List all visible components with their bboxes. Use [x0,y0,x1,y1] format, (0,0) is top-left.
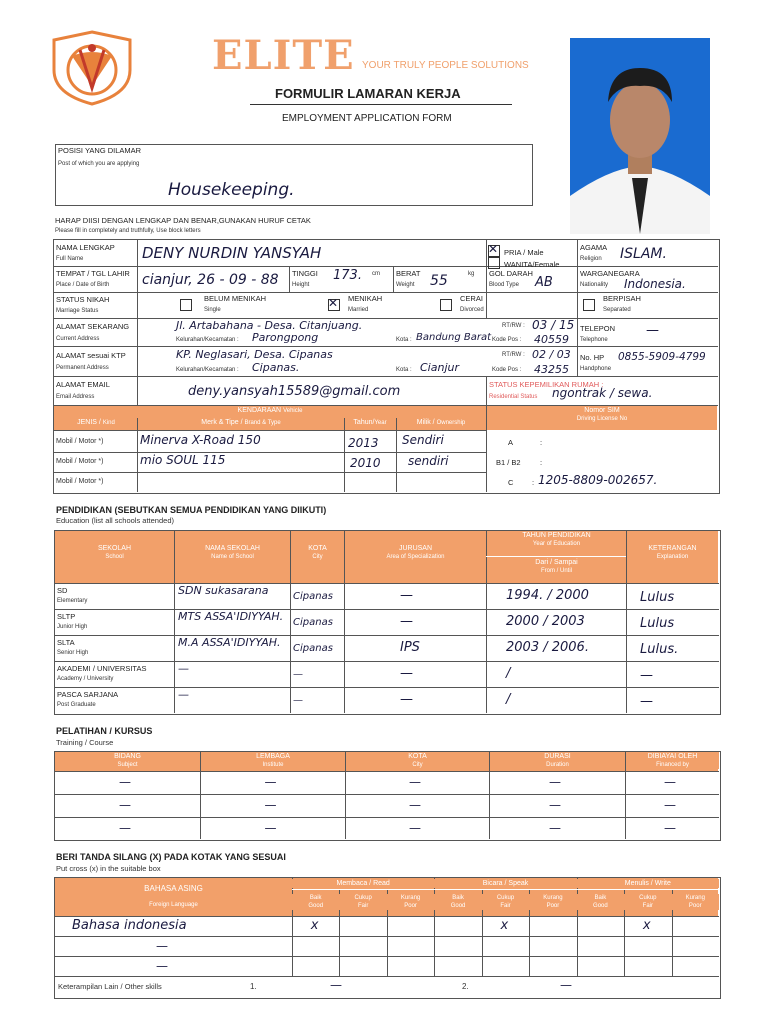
address-rtrw-value[interactable]: 03 / 15 [532,318,575,332]
vehicle-col-year: Tahun/Year [344,418,396,427]
training-cell[interactable]: — [264,798,277,812]
language-level-header [577,894,624,910]
instruction-text: HARAP DIISI DENGAN LENGKAP DAN BENAR,GUNAKAN HURUF CETAK [55,216,311,225]
training-title: PELATIHAN / KURSUS [56,726,153,736]
edu-years[interactable]: / [506,666,511,681]
single-label: BELUM MENIKAH [204,294,267,303]
training-cell[interactable]: — [264,821,277,835]
training-col-header [490,752,625,769]
name-value[interactable]: DENY NURDIN YANSYAH [142,244,322,262]
email-sublabel: Email Address [56,394,95,400]
training-cell[interactable]: — [664,798,676,812]
divorced-label: CERAI [460,294,483,303]
edu-col-school: SEKOLAH School [55,544,174,561]
telephone-label: TELEPON [580,324,616,333]
address-kota-label: Kota : [396,337,412,343]
language-row-divider [54,956,719,957]
birth-value[interactable]: cianjur, 26 - 09 - 88 [142,272,279,288]
vehicle-header-sublabel: Vehicle [283,408,303,414]
language-level-header [529,894,576,910]
female-label: WANITA/Female [504,260,560,269]
edu-years[interactable]: 2003 / 2006. [506,640,589,655]
address-kota-value[interactable]: Bandung Barat [416,332,492,343]
edu-note[interactable]: Lulus. [640,642,679,657]
religion-sublabel: Religion [580,256,602,262]
blood-value[interactable]: AB [535,275,553,290]
single-sublabel: Single [204,307,221,313]
edu-level: AKADEMI / UNIVERSITAS [57,664,147,673]
training-row-divider [54,771,719,772]
edu-level-sub: Junior High [57,624,88,630]
edu-years[interactable]: 2000 / 2003 [506,614,585,629]
edu-col-city: KOTA City [291,544,344,561]
sim-a-colon: : [540,438,543,447]
language-mark-cell[interactable]: x [310,918,319,933]
religion-label: AGAMA [580,243,608,252]
ktp-value[interactable]: KP. Neglasari, Desa. Cipanas [176,348,333,361]
separated-label: BERPISAH [603,294,641,303]
birth-label: TEMPAT / TGL LAHIR [56,269,130,278]
address-value[interactable]: Jl. Artabahana - Desa. Citanjuang. [176,319,363,332]
ktp-kota-value[interactable]: Cianjur [420,361,459,374]
vehicle-row-1-kind: Mobil / Motor *) [56,438,104,445]
language-level-label: Kurang [685,895,705,901]
edu-city[interactable]: Cipanas [293,643,333,654]
language-level-label: Baik [309,895,322,901]
training-col-label: DIBIAYAI OLEH [647,753,698,760]
blood-label: GOL DARAH [489,269,533,278]
edu-major[interactable]: IPS [400,640,420,655]
hp-sublabel: Handphone [580,366,612,372]
address-kodepos-value[interactable]: 40559 [534,333,569,346]
ktp-kel-label: Kelurahan/Kecamatan : [176,367,239,373]
edu-major[interactable]: — [400,692,413,707]
address-label: ALAMAT SEKARANG [56,322,130,331]
training-cell[interactable]: — [549,798,561,812]
language-level-sublabel: Good [593,903,608,909]
hp-value[interactable]: 0855-5909-4799 [618,351,706,363]
married-sublabel: Married [348,307,369,313]
email-label: ALAMAT EMAIL [56,380,110,389]
height-label: TINGGI [292,269,318,278]
nationality-sublabel: Nationality [580,282,609,288]
vehicle-col-brand: Merk & Tipe / Brand & Type [138,418,344,427]
training-col-header [626,752,719,769]
license-header [487,406,717,430]
language-group-label: Membaca / Read [292,879,434,888]
edu-city[interactable]: — [293,695,303,706]
training-cell[interactable]: — [409,798,421,812]
edu-row-divider [54,609,719,610]
residence-sublabel: Residential Status [489,394,538,400]
training-row-divider [54,817,719,818]
language-col-divider [292,877,293,976]
vehicle-row-3-kind: Mobil / Motor *) [56,478,104,485]
edu-major[interactable]: — [400,614,413,629]
edu-row-divider [54,635,719,636]
address-kel-value[interactable]: Parongpong [252,331,319,344]
edu-level: SLTP [57,612,76,621]
training-col-header [55,752,200,769]
other-skill-1-label: 1. [250,982,257,991]
edu-level-sub: Senior High [57,650,89,656]
ktp-kodepos-value[interactable]: 43255 [534,363,569,376]
language-level-header [482,894,529,910]
edu-level: SLTA [57,638,75,647]
instruction-subtext: Please fill in completely and truthfully, Use block letters [55,228,201,234]
vehicle-header [54,406,486,418]
married-label: MENIKAH [348,294,383,303]
language-level-label: Cukup [354,895,372,901]
lang-col-name: BAHASA ASING Foreign Language [55,884,292,909]
name-sublabel: Full Name [56,256,84,262]
edu-level-sub: Academy / University [57,676,114,682]
ktp-kodepos-label: Kode Pos : [492,367,522,373]
training-col-sublabel: Subject [117,762,138,768]
company-logo [50,30,134,106]
other-skills-label: Keterampilan Lain / Other skills [58,982,162,991]
address-kel-label: Kelurahan/Kecamatan : [176,337,239,343]
training-col-sublabel: Financed by [656,762,689,768]
other-skill-2-value[interactable]: — [560,978,572,992]
vehicle-row-1-brand[interactable]: Minerva X-Road 150 [140,433,261,447]
sim-b-label: B1 / B2 [496,458,521,467]
edu-city[interactable]: Cipanas [293,617,333,628]
edu-years[interactable]: 1994. / 2000 [506,588,589,603]
vehicle-row-2-ownership[interactable]: sendiri [408,454,449,468]
vehicle-row-2-brand[interactable]: mio SOUL 115 [140,453,226,467]
height-value[interactable]: 173. [333,268,362,283]
nationality-value[interactable]: Indonesia. [624,277,686,291]
edu-level: PASCA SARJANA [57,690,119,699]
edu-col-years-range: Dari / Sampai From / Until [487,559,626,575]
language-level-header [672,894,719,910]
language-level-sublabel: Poor [546,903,560,909]
ktp-sublabel: Permanent Address [56,365,109,371]
edu-note[interactable]: Lulus [640,616,675,631]
language-group-label: Menulis / Write [577,879,719,888]
language-level-sublabel: Fair [357,903,369,909]
edu-col-years: TAHUN PENDIDIKAN Year of Education [487,531,626,548]
edu-level-sub: Post Graduate [57,702,96,708]
language-level-sublabel: Good [450,903,466,909]
blood-sublabel: Blood Type [489,282,519,288]
status-single[interactable] [180,294,267,314]
vehicle-col-kind: JENIS / Kind [54,418,138,427]
vehicle-row-2-year[interactable]: 2010 [350,456,381,470]
language-group-divider [577,877,578,976]
edu-col-name: NAMA SEKOLAH Name of School [175,544,290,561]
language-row-divider [54,936,719,937]
training-col-label: KOTA [408,753,427,760]
language-name[interactable]: — [156,939,168,953]
vehicle-row-1-year[interactable]: 2013 [348,436,379,450]
language-level-sublabel: Poor [404,903,417,909]
residence-value[interactable]: ngontrak / sewa. [552,386,653,400]
training-col-sublabel: Institute [262,762,284,768]
address-sublabel: Current Address [56,336,100,342]
sim-c-colon: : [532,478,535,487]
language-level-header [292,894,339,910]
education-subtitle: Education (list all schools attended) [56,516,174,525]
language-level-label: Cukup [639,895,657,901]
language-level-header [624,894,671,910]
single-checkbox[interactable] [180,299,192,311]
edu-row-divider [54,661,719,662]
telephone-value[interactable]: — [646,323,659,338]
address-rtrw-label: RT/RW : [502,323,525,329]
separated-sublabel: Separated [603,307,631,313]
language-level-sublabel: Fair [642,903,653,909]
training-cell[interactable]: — [409,775,421,789]
sim-b-colon: : [540,458,543,467]
female-checkbox[interactable] [488,257,500,269]
language-level-label: Baik [452,895,464,901]
training-col-sublabel: City [412,762,423,768]
position-sublabel: Post of which you are applying [58,161,140,167]
language-name[interactable]: — [156,959,168,973]
license-header-label: Nomor SIM [584,407,620,414]
language-level-label: Baik [594,895,607,901]
edu-major[interactable]: — [400,588,413,603]
edu-school-name[interactable]: SDN sukasarana [178,584,269,597]
title-underline [250,104,512,105]
ktp-kota-label: Kota : [396,367,412,373]
brand-name: ELITE [212,32,355,79]
sim-a-label: A [508,438,514,447]
training-col-label: BIDANG [114,753,141,760]
vehicle-col-ownership: Milik / Ownership [396,418,486,427]
email-value[interactable]: deny.yansyah15589@gmail.com [188,384,401,399]
vehicle-header-label: KENDARAAN [237,407,282,414]
language-name[interactable]: Bahasa indonesia [72,918,187,933]
language-group-divider [434,877,435,976]
language-level-header [434,894,481,910]
training-cell[interactable]: — [409,821,421,835]
weight-unit: kg [468,271,475,277]
training-cell[interactable]: — [119,798,131,812]
training-cell[interactable]: — [664,775,676,789]
language-title: BERI TANDA SILANG (X) PADA KOTAK YANG SESUAI [56,852,286,862]
form-subtitle: EMPLOYMENT APPLICATION FORM [282,113,452,124]
training-row-divider [54,794,719,795]
vehicle-col-header-row [54,418,486,430]
language-level-label: Kurang [400,895,421,901]
birth-sublabel: Place / Date of Birth [56,282,110,288]
residence-label: STATUS KEPEMILIKAN RUMAH : [489,380,604,389]
training-col-label: LEMBAGA [256,753,290,760]
position-label: POSISI YANG DILAMAR [58,146,142,155]
marital-sublabel: Marriage Status [56,308,99,314]
edu-major[interactable]: — [400,666,413,681]
status-divorced[interactable] [440,294,484,314]
edu-col-major: JURUSAN Area of Specialization [345,544,486,561]
status-married[interactable] [328,294,383,314]
status-separated[interactable] [583,294,641,314]
ktp-rtrw-value[interactable]: 02 / 03 [532,348,571,361]
language-level-header [339,894,386,910]
name-label: NAMA LENGKAP [56,243,115,252]
training-cell[interactable]: — [664,821,676,835]
edu-school-name[interactable]: — [178,688,189,701]
edu-col-note: KETERANGAN Explanation [627,544,718,561]
edu-school-name[interactable]: — [178,662,189,675]
divorced-sublabel: Divorced [460,307,484,313]
edu-note[interactable]: — [640,694,653,709]
weight-label: BERAT [396,269,421,278]
edu-city[interactable]: Cipanas [293,591,333,602]
weight-value[interactable]: 55 [430,273,448,289]
edu-note[interactable]: — [640,668,653,683]
marital-label: STATUS NIKAH [56,295,110,304]
vehicle-row-2-kind: Mobil / Motor *) [56,458,104,465]
sim-c-label: C [508,478,514,487]
training-col-header [201,752,345,769]
telephone-sublabel: Telephone [580,337,608,343]
language-group-underline [292,889,719,890]
religion-value[interactable]: ISLAM. [620,246,667,262]
training-cell[interactable]: — [119,821,131,835]
weight-sublabel: Weight [396,282,415,288]
other-skill-1-value[interactable]: — [330,978,342,992]
language-level-sublabel: Good [308,903,324,909]
edu-city[interactable]: — [293,669,303,680]
ktp-kel-value[interactable]: Cipanas. [252,361,300,374]
hp-label: No. HP [580,353,605,362]
edu-note[interactable]: Lulus [640,590,675,605]
male-label: PRIA / Male [504,248,544,257]
address-kodepos-label: Kode Pos : [492,337,522,343]
edu-school-name[interactable]: M.A ASSA'IDIYYAH. [178,636,281,649]
edu-school-name[interactable]: MTS ASSA'IDIYYAH. [178,610,284,623]
language-level-label: Kurang [543,895,563,901]
edu-level-sub: Elementary [57,598,88,604]
position-value[interactable]: Housekeeping. [168,180,295,200]
sim-c-value[interactable]: 1205-8809-002657. [538,473,658,487]
nationality-label: WARGANEGARA [580,269,640,278]
edu-row-divider [54,687,719,688]
training-cell[interactable]: — [264,775,277,789]
height-unit: cm [372,271,380,277]
training-subtitle: Training / Course [56,738,114,747]
edu-row-divider [54,583,719,584]
applicant-photo [570,38,710,234]
language-group-label: Bicara / Speak [434,879,576,888]
language-level-label: Cukup [496,895,515,901]
separated-checkbox[interactable] [583,299,595,311]
language-subtitle: Put cross (x) in the suitable box [56,864,161,873]
ktp-rtrw-label: RT/RW : [502,352,525,358]
brand-tagline: YOUR TRULY PEOPLE SOLUTIONS [362,60,529,71]
edu-years[interactable]: / [506,692,511,707]
training-col-label: DURASI [544,753,571,760]
language-mark-cell[interactable]: x [500,918,509,933]
education-title: PENDIDIKAN (SEBUTKAN SEMUA PENDIDIKAN YANG DIIKUTI) [56,505,327,515]
height-sublabel: Height [292,282,310,288]
edu-level: SD [57,586,68,595]
language-level-header [387,894,434,910]
language-row-divider [54,916,719,917]
training-cell[interactable]: — [119,775,131,789]
language-level-sublabel: Fair [500,903,511,909]
other-skill-2-label: 2. [462,982,469,991]
language-level-sublabel: Poor [688,903,702,909]
form-title: FORMULIR LAMARAN KERJA [275,86,461,101]
training-cell[interactable]: — [549,821,561,835]
married-checkbox[interactable] [328,299,340,311]
training-cell[interactable]: — [549,775,561,789]
language-mark-cell[interactable]: x [642,918,651,933]
license-header-sublabel: Driving License No [576,416,628,422]
training-col-sublabel: Duration [546,762,569,768]
vehicle-row-1-ownership[interactable]: Sendiri [402,433,444,447]
ktp-label: ALAMAT sesuai KTP [56,351,126,360]
divorced-checkbox[interactable] [440,299,452,311]
training-col-header [346,752,489,769]
